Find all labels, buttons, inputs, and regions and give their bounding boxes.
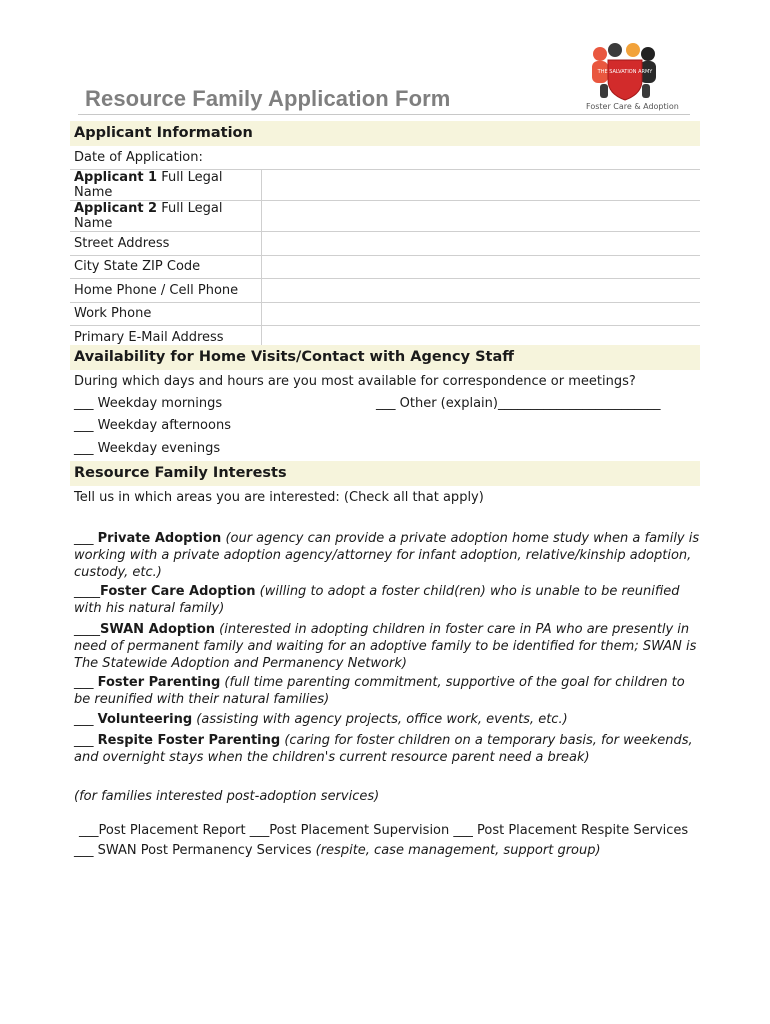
post-adoption-note: (for families interested post-adoption services) xyxy=(74,789,380,804)
option-weekday-afternoons[interactable]: ___ Weekday afternoons xyxy=(74,418,231,433)
option-weekday-evenings[interactable]: ___ Weekday evenings xyxy=(74,441,221,456)
interests-intro: Tell us in which areas you are interested: (Check all that apply) xyxy=(74,490,484,505)
logo-shield-text: THE SALVATION ARMY xyxy=(597,69,653,75)
field-input[interactable] xyxy=(261,302,700,326)
option-other-explain[interactable]: ___ Other (explain)_________________________ xyxy=(376,396,661,411)
availability-question: During which days and hours are you most available for correspondence or meetings? xyxy=(74,374,636,389)
interest-item[interactable]: ____Foster Care Adoption (willing to adopt a foster child(ren) who is unable to be reunified with his natural family) xyxy=(74,584,680,616)
post-placement-options[interactable]: ___Post Placement Report ___Post Placement Supervision ___ Post Placement Respite Services xyxy=(79,823,689,838)
field-input[interactable] xyxy=(261,232,700,256)
applicant-info-row xyxy=(70,255,700,279)
interest-description: (assisting with agency projects, office work, events, etc.) xyxy=(192,712,568,727)
applicant-info-table xyxy=(70,169,700,350)
interest-item[interactable]: ___ Respite Foster Parenting (caring for foster children on a temporary basis, for weekends, and overnight stays when the children's current resource parent need a break) xyxy=(74,733,693,765)
field-input[interactable] xyxy=(261,279,700,303)
interest-name: Volunteering xyxy=(97,712,193,727)
interest-description: (interested in adopting children in foster care in PA who are presently in need of permanent family and waiting for an adoptive family to be identified for them; SWAN is The Statewide Adoption and Permanency Network) xyxy=(74,622,697,671)
option-weekday-mornings[interactable]: ___ Weekday mornings xyxy=(74,396,223,411)
interest-name: SWAN Adoption xyxy=(100,622,216,637)
field-input[interactable] xyxy=(261,170,700,201)
interest-name: Foster Care Adoption xyxy=(100,584,256,599)
applicant-info-row xyxy=(70,302,700,326)
interest-item[interactable]: ___ Private Adoption (our agency can provide a private adoption home study when a family is working with a private adoption agency/attorney for infant adoption, relative/kinship adoption, custody, etc.) xyxy=(74,531,700,580)
field-label: City State ZIP Code xyxy=(70,255,261,279)
field-label: Applicant 1 Full Legal Name xyxy=(70,170,261,201)
applicant-info-row xyxy=(70,232,700,256)
interest-description: (caring for foster children on a temporary basis, for weekends, and overnight stays when the children's current resource parent need a break) xyxy=(74,733,693,765)
section-resource-family-interests: Resource Family Interests xyxy=(70,461,700,486)
interest-name: Respite Foster Parenting xyxy=(97,733,281,748)
applicant-info-row xyxy=(70,201,700,232)
field-label: Primary E-Mail Address xyxy=(70,326,261,350)
interest-name: Foster Parenting xyxy=(97,675,221,690)
field-label: Home Phone / Cell Phone xyxy=(70,279,261,303)
field-label: Street Address xyxy=(70,232,261,256)
interest-description: (willing to adopt a foster child(ren) who is unable to be reunified with his natural family) xyxy=(74,584,680,616)
field-input[interactable] xyxy=(261,201,700,232)
applicant-info-row xyxy=(70,170,700,201)
field-input[interactable] xyxy=(261,255,700,279)
field-label: Work Phone xyxy=(70,302,261,326)
interest-item[interactable]: ____SWAN Adoption (interested in adopting children in foster care in PA who are presently in need of permanent family and waiting for an adoptive family to be identified for them; SWAN is The Statewide Adoption and Permanency Network) xyxy=(74,622,697,671)
interest-name: Private Adoption xyxy=(97,531,222,546)
date-of-application-label: Date of Application: xyxy=(74,150,203,165)
interest-item[interactable]: ___ Foster Parenting (full time parenting commitment, supportive of the goal for children to be reunified with their natural families) xyxy=(74,675,685,707)
section-applicant-information: Applicant Information xyxy=(70,121,700,146)
interest-item[interactable]: ___ Volunteering (assisting with agency projects, office work, events, etc.) xyxy=(74,712,568,727)
interest-description: (full time parenting commitment, supportive of the goal for children to be reunified with their natural families) xyxy=(74,675,685,707)
swan-post-permanency-option[interactable]: ___ SWAN Post Permanency Services (respite, case management, support group) xyxy=(74,843,601,858)
applicant-info-row xyxy=(70,279,700,303)
logo-caption: Foster Care & Adoption xyxy=(586,102,679,111)
interest-description: (our agency can provide a private adoption home study when a family is working with a private adoption agency/attorney for infant adoption, relative/kinship adoption, custody, etc.) xyxy=(74,531,700,580)
field-label: Applicant 2 Full Legal Name xyxy=(70,201,261,232)
page-title: Resource Family Application Form xyxy=(85,86,451,111)
section-availability: Availability for Home Visits/Contact with Agency Staff xyxy=(70,345,700,370)
